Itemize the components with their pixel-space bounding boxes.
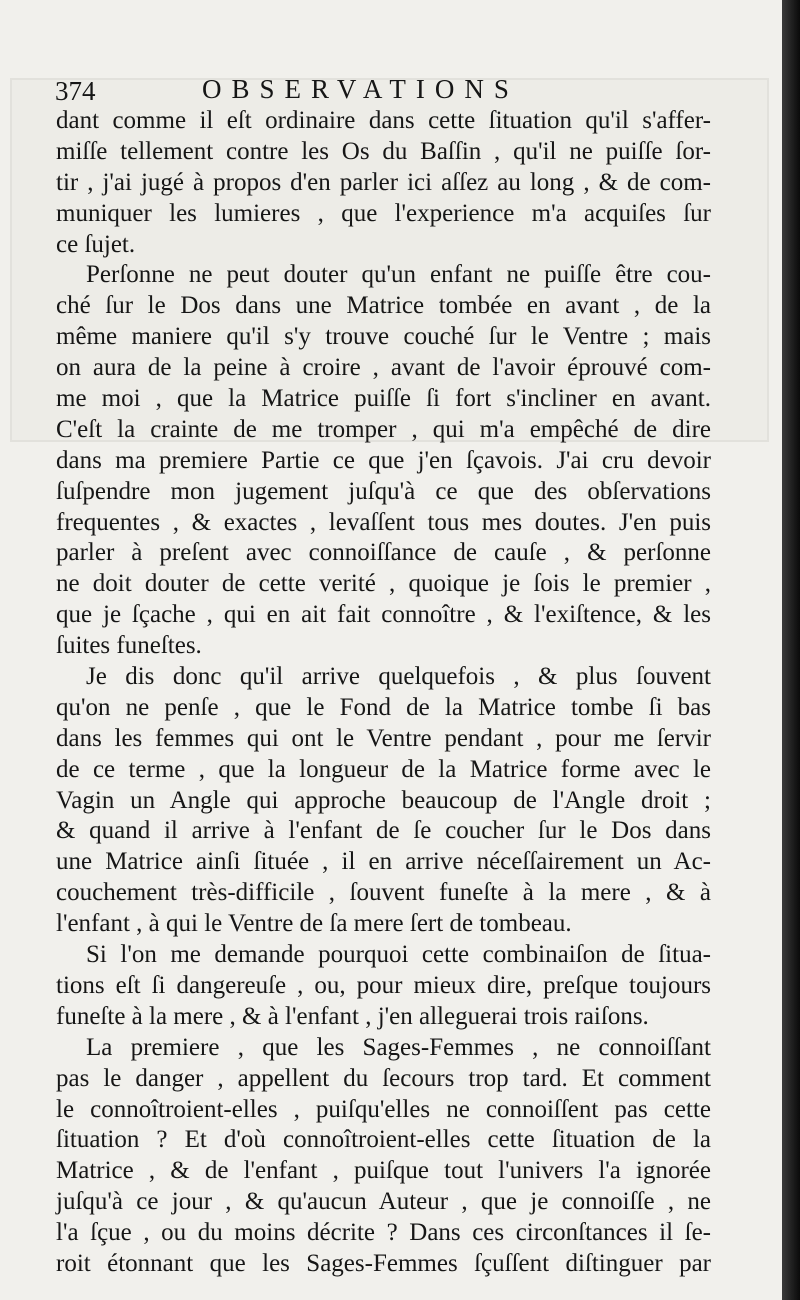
text-line: frequentes , & exactes , levaſſent tous mes doutes. J'en puis [56, 508, 711, 536]
text-line: dans ma premiere Partie ce que j'en ſçavois. J'ai cru devoir [56, 446, 711, 474]
text-line: Matrice , & de l'enfant , puiſque tout l'univers l'a ignorée [56, 1157, 711, 1185]
body-text [56, 106, 711, 1280]
text-line: miſſe tellement contre les Os du Baſſin , qu'il ne puiſſe ſor- [56, 137, 711, 165]
page-header [55, 70, 715, 110]
running-head: OBSERVATIONS [202, 74, 519, 104]
text-line: muniquer les lumieres , que l'experience m'a acquiſes ſur [56, 199, 711, 227]
text-line: parler à preſent avec connoiſſance de cauſe , & perſonne [56, 539, 711, 567]
text-line: on aura de la peine à croire , avant de l'avoir éprouvé com- [56, 354, 711, 382]
text-line: ſuſpendre mon jugement juſqu'à ce que des obſervations [56, 477, 711, 505]
paragraph-start-line: Je dis donc qu'il arrive quelquefois , & plus ſouvent [86, 663, 711, 691]
text-line: pas le danger , appellent du ſecours trop tard. Et comment [56, 1064, 711, 1092]
text-line: le connoîtroient-elles , puiſqu'elles ne connoiſſent pas cette [56, 1095, 711, 1123]
text-line: C'eſt la crainte de me tromper , qui m'a empêché de dire [56, 415, 711, 443]
text-line: & quand il arrive à l'enfant de ſe coucher ſur le Dos dans [56, 817, 711, 845]
text-line: couchement très-difficile , ſouvent funeſte à la mere , & à [56, 879, 711, 907]
text-line: qu'on ne penſe , que le Fond de la Matrice tombe ſi bas [56, 693, 711, 721]
text-line: ché ſur le Dos dans une Matrice tombée en avant , de la [56, 292, 711, 320]
text-line: ſituation ? Et d'où connoîtroient-elles cette ſituation de la [56, 1126, 711, 1154]
text-line: roit étonnant que les Sages-Femmes ſçuſſent diſtinguer par [56, 1249, 711, 1277]
text-line: me moi , que la Matrice puiſſe ſi fort s'incliner en avant. [56, 385, 711, 413]
page-number: 374 [55, 76, 96, 106]
text-line: ne doit douter de cette verité , quoique je ſois le premier , [56, 570, 711, 598]
text-line: Vagin un Angle qui approche beaucoup de l'Angle droit ; [56, 786, 711, 814]
page-gutter-shadow [782, 0, 800, 1300]
text-line: l'enfant , à qui le Ventre de ſa mere ſert de tombeau. [56, 910, 572, 938]
text-line: ce ſujet. [56, 230, 136, 258]
text-line: tir , j'ai jugé à propos d'en parler ici aſſez au long , & de com- [56, 168, 711, 196]
text-line: ſuites funeſtes. [56, 632, 202, 660]
text-line: que je ſçache , qui en ait fait connoître , & l'exiſtence, & les [56, 601, 711, 629]
text-line: dans les femmes qui ont le Ventre pendant , pour me ſervir [56, 724, 711, 752]
paragraph-start-line: La premiere , que les Sages-Femmes , ne connoiſſant [86, 1033, 711, 1061]
text-line: tions eſt ſi dangereuſe , ou, pour mieux dire, preſque toujours [56, 971, 711, 999]
text-line: même maniere qu'il s'y trouve couché ſur le Ventre ; mais [56, 323, 711, 351]
paragraph-start-line: Perſonne ne peut douter qu'un enfant ne puiſſe être cou- [86, 261, 711, 289]
text-line: l'a ſçue , ou du moins décrite ? Dans ces circonſtances il ſe- [56, 1219, 711, 1247]
text-line: dant comme il eſt ordinaire dans cette ſituation qu'il s'affer- [56, 107, 711, 134]
paragraph-start-line: Si l'on me demande pourquoi cette combinaiſon de ſitua- [86, 941, 711, 969]
text-line: funeſte à la mere , & à l'enfant , j'en alleguerai trois raiſons. [56, 1002, 649, 1030]
text-line: de ce terme , que la longueur de la Matrice forme avec le [56, 755, 711, 783]
text-line: une Matrice ainſi ſituée , il en arrive néceſſairement un Ac- [56, 848, 711, 876]
text-line: juſqu'à ce jour , & qu'aucun Auteur , que je connoiſſe , ne [56, 1188, 711, 1216]
